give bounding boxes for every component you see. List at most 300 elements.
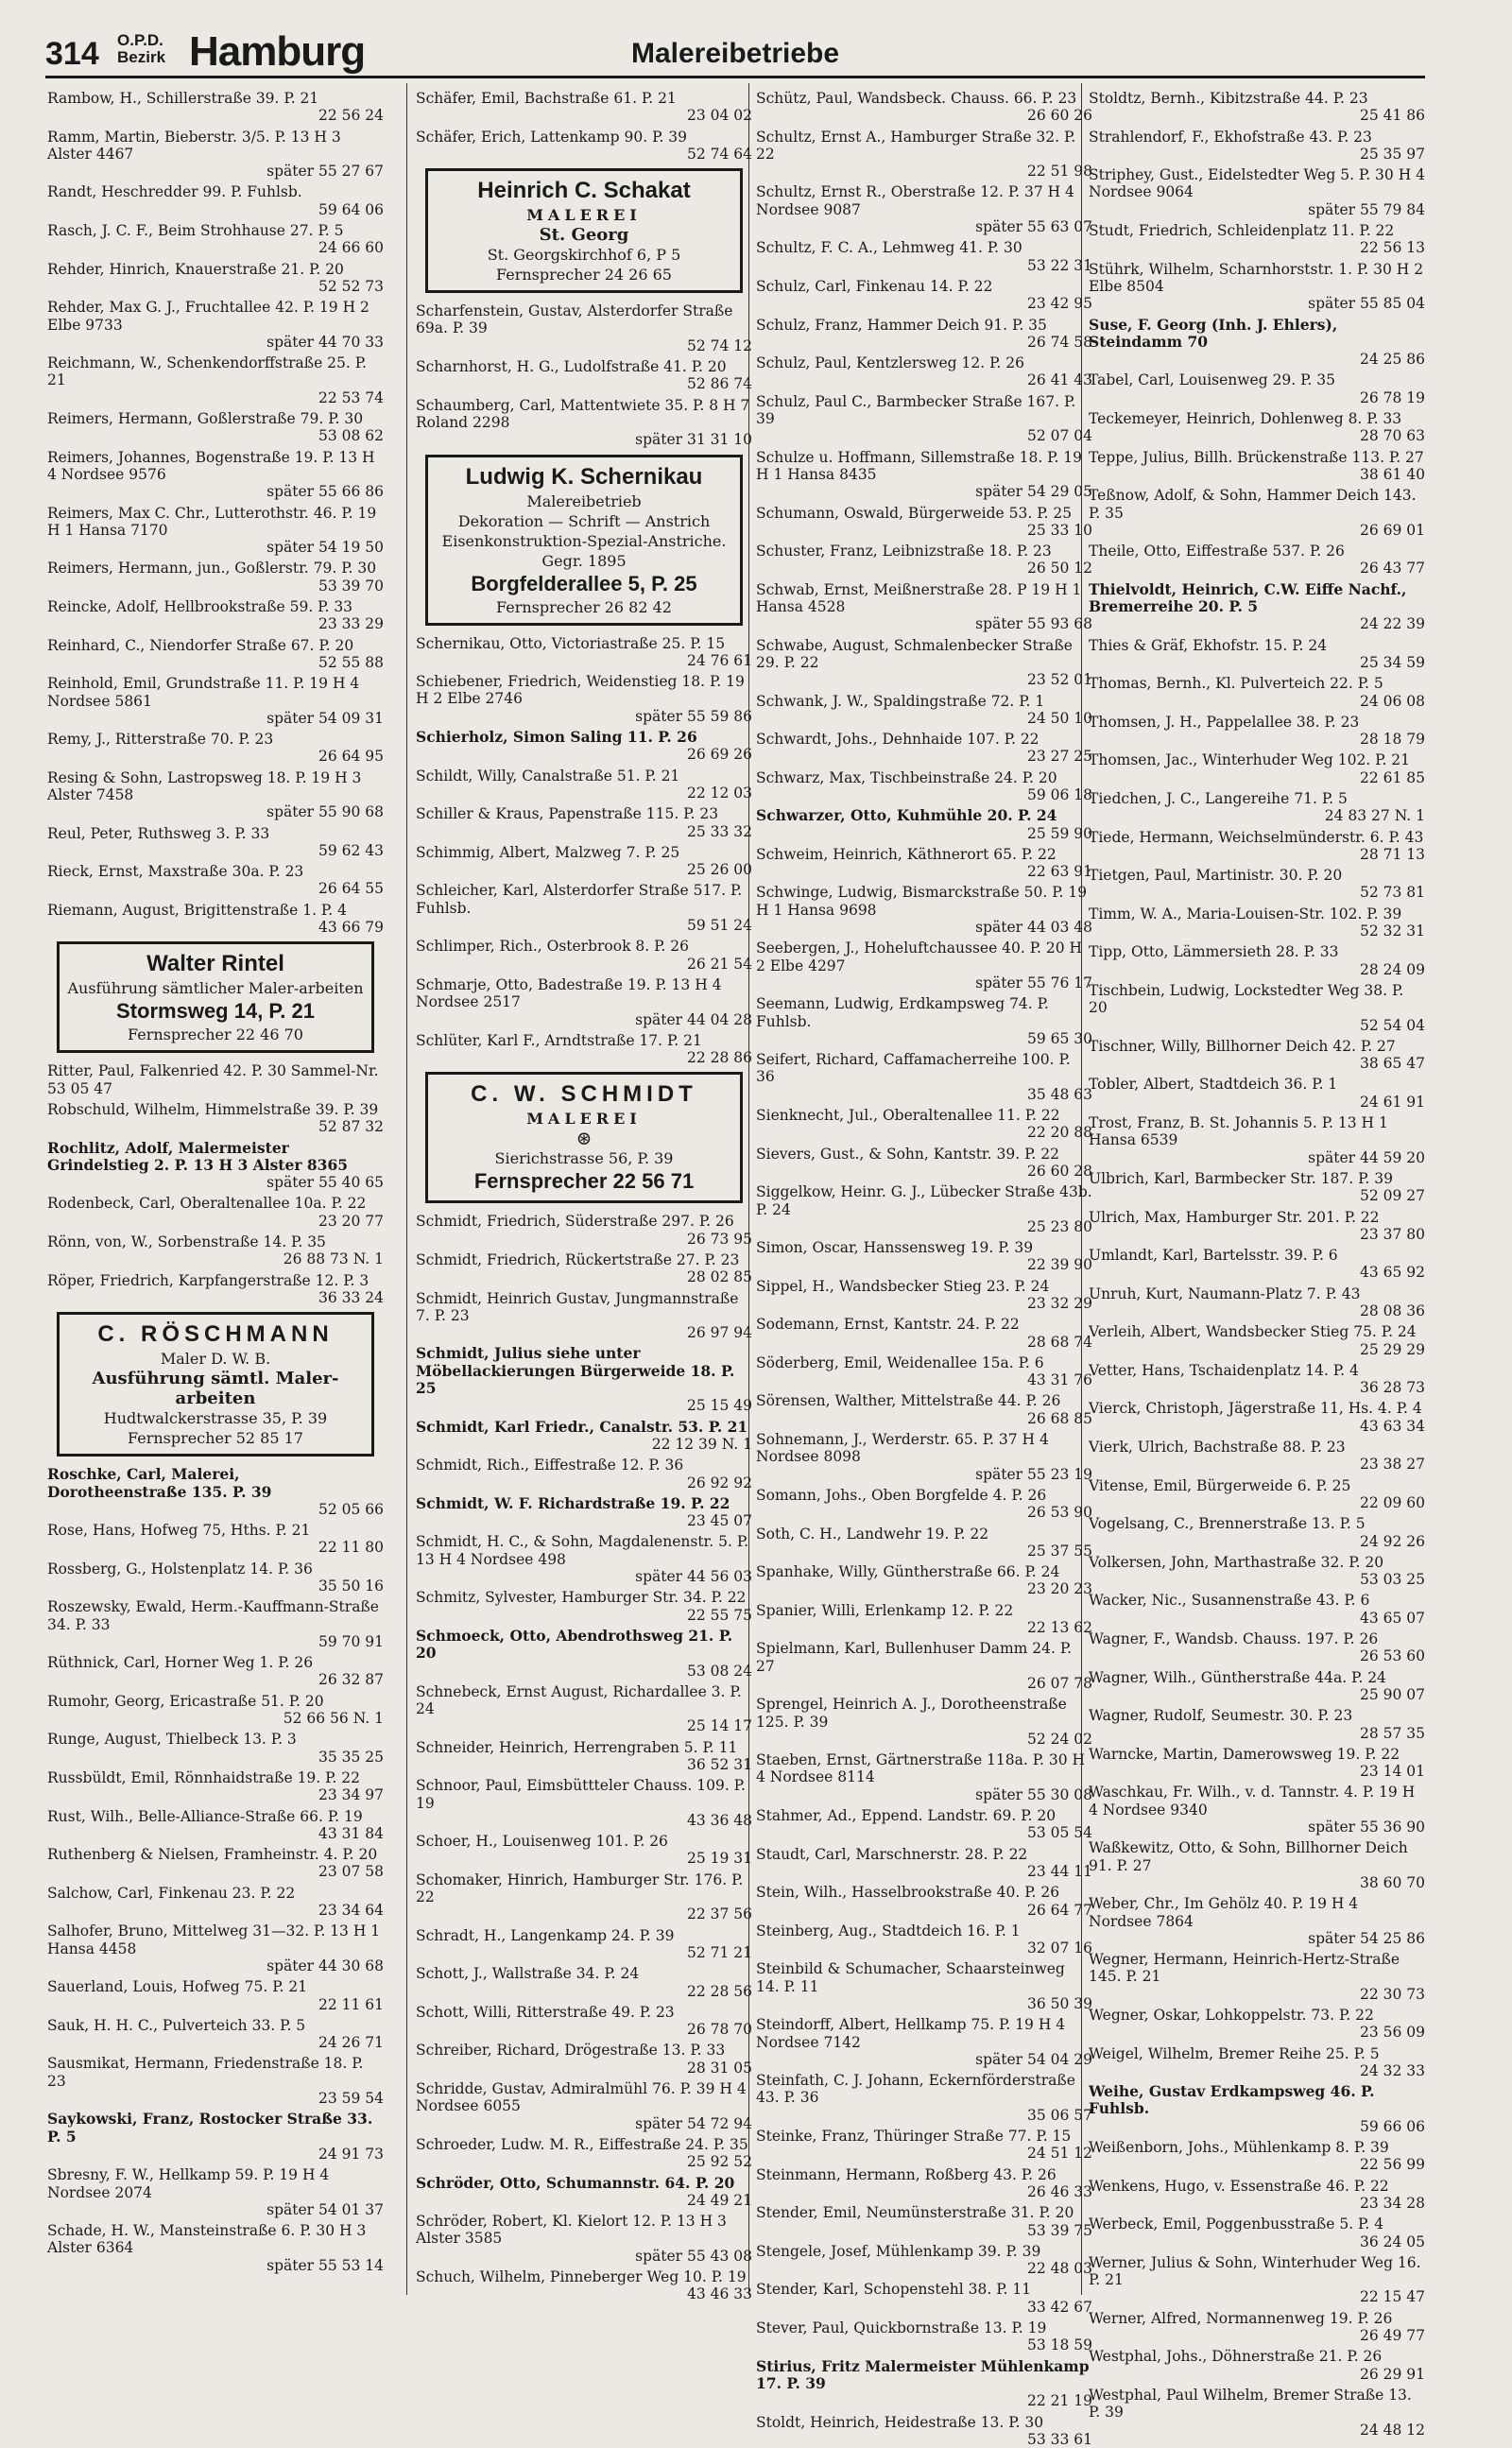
directory-entry [416,397,752,449]
directory-entry [756,1602,1092,1637]
entry-phone: 23 59 54 [318,2090,384,2108]
entry-name: Seifert, Richard, Caffamacherreihe 100. P. 36 [756,1051,1071,1086]
entry-phone: 22 61 85 [1359,768,1425,786]
directory-entry [416,1739,752,1774]
directory-entry [416,2042,752,2077]
ad-line: Maler D. W. B. [160,1350,271,1369]
entry-name: Schuch, Wilhelm, Pinneberger Weg 10. P. 19 [416,2268,747,2286]
directory-entry [416,1927,752,1962]
entry-phone: 59 70 91 [318,1632,384,1650]
entry-name: Schlüter, Karl F., Arndtstraße 17. P. 21 [416,1031,702,1049]
directory-entry [47,261,384,296]
entry-phone: 26 64 77 [1026,1901,1092,1919]
directory-entry [47,1731,384,1766]
entry-phone: 22 21 19 [1026,2392,1092,2410]
entry-name: Trost, Franz, B. St. Johannis 5. P. 13 H 1 Hansa 6539 [1089,1114,1388,1149]
entry-name: Westphal, Johs., Döhnerstraße 21. P. 26 [1089,2348,1383,2366]
directory-entry [756,2243,1092,2278]
entry-phone: 52 66 56 N. 1 [283,1710,384,1728]
ad-line: Malereibetrieb [526,491,642,510]
entry-name: Reimers, Max C. Chr., Lutterothstr. 46. P. 19 H 1 Hansa 7170 [47,504,377,539]
entry-phone: später 55 53 14 [266,2256,384,2274]
entry-name: Schreiber, Richard, Drögestraße 13. P. 33 [416,2042,726,2060]
directory-entry [1089,1669,1425,1704]
directory-entry [756,2016,1092,2068]
entry-phone: 23 07 58 [318,1863,384,1881]
entry-phone: 52 07 04 [1026,427,1092,445]
directory-entry [1089,371,1425,406]
entry-name: Tietgen, Paul, Martinistr. 30. P. 20 [1089,867,1343,885]
entry-phone: 36 50 39 [1026,1994,1092,2012]
entry-phone: 25 59 90 [1026,824,1092,842]
ad-line: Sierichstrasse 56, P. 39 [494,1149,674,1168]
entry-name: Schwank, J. W., Spaldingstraße 72. P. 1 [756,692,1045,710]
directory-entry [756,1846,1092,1881]
entry-name: Röper, Friedrich, Karpfangerstraße 12. P. 3 [47,1271,369,1289]
advertisement-box [425,168,743,293]
entry-phone: 38 65 47 [1359,1055,1425,1073]
directory-entry [416,1589,752,1624]
entry-name: Sausmikat, Hermann, Friedenstraße 18. P. 23 [47,2055,364,2090]
directory-entry [756,940,1092,991]
directory-entry [416,1628,752,1680]
entry-name: Thies & Gräf, Ekhofstr. 15. P. 24 [1089,636,1328,654]
entry-phone: 52 55 88 [318,653,384,671]
entry-phone: 24 48 12 [1359,2421,1425,2439]
advertisement-box [425,455,743,626]
directory-column-4 [1089,90,1426,2439]
directory-entry [1089,1285,1425,1320]
directory-entry [1089,487,1425,539]
directory-entry [416,729,752,764]
entry-name: Schmidt, Rich., Eiffestraße 12. P. 36 [416,1457,684,1474]
directory-entry [756,1107,1092,1142]
directory-entry [756,129,1092,181]
entry-name: Rumohr, Georg, Ericastraße 51. P. 20 [47,1692,324,1710]
entry-phone: 24 25 86 [1359,351,1425,369]
directory-entry [756,239,1092,274]
entry-phone: 24 26 71 [318,2034,384,2052]
ad-line: Hudtwalckerstrasse 35, P. 39 [103,1409,328,1428]
entry-phone: 24 66 60 [318,239,384,257]
entry-name: Reichmann, W., Schenkendorffstraße 25. P. 21 [47,354,367,389]
ad-line: Fernsprecher 24 26 65 [496,266,672,284]
entry-name: Teppe, Julius, Billh. Brückenstraße 113. P. 27 [1089,448,1424,466]
entry-phone: 24 22 39 [1359,615,1425,633]
directory-entry [756,1526,1092,1560]
entry-phone: 26 78 70 [686,2021,752,2039]
directory-entry [756,1278,1092,1313]
entry-name: Schaumberg, Carl, Mattentwiete 35. P. 8 H 7 Roland 2298 [416,396,750,431]
directory-entry [1089,790,1425,825]
directory-entry [756,1487,1092,1522]
entry-phone: später 55 36 90 [1308,1819,1425,1836]
entry-name: Saykowski, Franz, Rostocker Straße 33. P. 5 [47,2110,373,2146]
directory-entry [47,2222,384,2274]
entry-name: Schneider, Heinrich, Herrengraben 5. P. 11 [416,1738,738,1756]
entry-name: Reinhold, Emil, Grundstraße 11. P. 19 H 4 Nordsee 5861 [47,675,360,710]
entry-name: Spanier, Willi, Erlenkamp 12. P. 22 [756,1601,1014,1619]
entry-phone: 53 08 24 [686,1662,752,1680]
entry-name: Teßnow, Adolf, & Sohn, Hammer Deich 143. P. 35 [1089,487,1417,522]
entry-name: Striphey, Gust., Eidelstedter Weg 5. P. 30 H 4 Nordsee 9064 [1089,166,1426,201]
directory-entry [1089,410,1425,445]
entry-name: Thomsen, J. H., Pappelallee 38. P. 23 [1089,713,1360,731]
directory-entry [1089,1170,1425,1205]
entry-phone: 23 44 11 [1026,1862,1092,1880]
directory-entry [1089,90,1425,125]
entry-name: Söderberg, Emil, Weidenallee 15a. P. 6 [756,1353,1044,1371]
directory-entry [47,637,384,672]
directory-entry [416,1345,752,1414]
entry-name: Schröder, Robert, Kl. Kielort 12. P. 13 H 3 Alster 3585 [416,2213,727,2248]
entry-phone: 25 19 31 [686,1850,752,1868]
entry-phone: 25 34 59 [1359,653,1425,671]
entry-phone: 25 26 00 [686,861,752,879]
ad-line: St. Georgskirchhof 6, P 5 [487,246,681,265]
directory-entry [756,2166,1092,2201]
directory-entry [1089,2310,1425,2345]
directory-entry [416,1871,752,1923]
directory-entry [416,1457,752,1491]
entry-phone: 26 88 73 N. 1 [283,1250,384,1268]
entry-name: Stever, Paul, Quickbornstraße 13. P. 19 [756,2319,1047,2337]
directory-entry [756,1239,1092,1274]
entry-name: Salchow, Carl, Finkenau 23. P. 22 [47,1884,296,1902]
entry-name: Wenkens, Hugo, v. Essenstraße 46. P. 22 [1089,2177,1389,2195]
entry-name: Schütz, Paul, Wandsbeck. Chauss. 66. P. 23 [756,90,1077,107]
entry-phone: 53 03 25 [1359,1571,1425,1589]
directory-entry [47,769,384,821]
entry-phone: später 54 19 50 [266,539,384,557]
entry-name: Rossberg, G., Holstenplatz 14. P. 36 [47,1560,313,1577]
directory-entry [1089,2215,1425,2250]
directory-entry [416,1213,752,1248]
entry-phone: 23 04 02 [686,107,752,125]
entry-name: Schildt, Willy, Canalstraße 51. P. 21 [416,767,680,784]
entry-phone: 52 09 27 [1359,1187,1425,1205]
entry-phone: später 55 23 19 [975,1465,1092,1483]
directory-entry [1089,2387,1425,2439]
entry-phone: 43 63 34 [1359,1417,1425,1435]
entry-name: Weihe, Gustav Erdkampsweg 46. P. Fuhlsb. [1089,2082,1375,2118]
entry-phone: 22 12 03 [686,784,752,802]
entry-phone: 23 27 25 [1026,748,1092,766]
directory-entry [416,1290,752,1342]
directory-entry [756,1960,1092,2012]
entry-name: Schmidt, H. C., & Sohn, Magdalenenstr. 5. P. 13 H 4 Nordsee 498 [416,1533,749,1568]
entry-phone: 22 63 91 [1026,863,1092,881]
entry-name: Strahlendorf, F., Ekhofstraße 43. P. 23 [1089,128,1372,146]
directory-entry [1089,637,1425,672]
entry-phone: 28 71 13 [1359,845,1425,863]
ad-line: Heinrich C. Schakat [477,178,691,204]
entry-name: Waschkau, Fr. Wilh., v. d. Tannstr. 4. P. 19 H 4 Nordsee 9340 [1089,1784,1416,1819]
directory-entry [756,2128,1092,2163]
directory-entry [756,2281,1092,2316]
entry-phone: 32 07 16 [1026,1939,1092,1957]
entry-name: Schmidt, Friedrich, Rückertstraße 27. P. 23 [416,1250,740,1268]
entry-name: Sohnemann, J., Werderstr. 65. P. 37 H 4 Nordsee 8098 [756,1431,1049,1466]
entry-name: Schäfer, Emil, Bachstraße 61. P. 21 [416,90,677,107]
entry-phone: 25 33 32 [686,822,752,840]
directory-entry [47,410,384,445]
entry-name: Riemann, August, Brigittenstraße 1. P. 4 [47,901,347,919]
entry-phone: 43 66 79 [318,919,384,937]
entry-phone: 22 09 60 [1359,1493,1425,1511]
entry-name: Schultz, Ernst R., Oberstraße 12. P. 37 H 4 Nordsee 9087 [756,183,1074,218]
entry-name: Schroeder, Ludw. M. R., Eiffestraße 24. P. 35 [416,2135,748,2153]
entry-name: Schimmig, Albert, Malzweg 7. P. 25 [416,843,680,861]
entry-name: Tiedchen, J. C., Langereihe 71. P. 5 [1089,789,1348,807]
advertisement-box [425,1072,743,1203]
entry-name: Schnoor, Paul, Eimsbüttteler Chauss. 109. P. 19 [416,1777,746,1812]
entry-name: Waßkewitz, Otto, & Sohn, Billhorner Deich 91. P. 27 [1089,1839,1408,1874]
entry-name: Sievers, Gust., & Sohn, Kantstr. 39. P. 22 [756,1145,1059,1163]
entry-name: Scharfenstein, Gustav, Alsterdorfer Straße 69a. P. 39 [416,302,733,337]
entry-name: Tischner, Willy, Billhorner Deich 42. P. 27 [1089,1037,1396,1055]
entry-name: Schmidt, Friedrich, Süderstraße 297. P. 26 [416,1213,734,1231]
entry-name: Thielvoldt, Heinrich, C.W. Eiffe Nachf., Bremerreihe 20. P. 5 [1089,579,1407,616]
ad-line: Fernsprecher 22 46 70 [128,1026,303,1044]
directory-entry [416,358,752,393]
directory-entry [756,2204,1092,2239]
directory-entry [1089,2254,1425,2306]
entry-name: Theile, Otto, Eiffestraße 537. P. 26 [1089,543,1345,560]
directory-entry [47,1522,384,1557]
entry-name: Soth, C. H., Landwehr 19. P. 22 [756,1525,989,1543]
directory-entry [756,317,1092,352]
directory-entry [416,1533,752,1585]
directory-entry [47,183,384,218]
entry-phone: 23 42 95 [1026,295,1092,313]
entry-name: Salhofer, Bruno, Mittelweg 31—32. P. 13 H 1 Hansa 4458 [47,1922,381,1957]
directory-entry [1089,1477,1425,1512]
directory-entry [1089,1247,1425,1282]
directory-entry [1089,1554,1425,1589]
directory-entry [47,1272,384,1307]
ad-line: Borgfelderallee 5, P. 25 [471,571,697,595]
entry-phone: 24 61 91 [1359,1093,1425,1111]
directory-entry [1089,1362,1425,1397]
entry-phone: 52 32 31 [1359,922,1425,940]
entry-phone: 23 14 01 [1359,1763,1425,1781]
entry-phone: 25 29 29 [1359,1340,1425,1358]
advertisement-box [57,941,374,1053]
entry-phone: 22 48 03 [1026,2260,1092,2278]
entry-name: Sbresny, F. W., Hellkamp 59. P. 19 H 4 Nordsee 2074 [47,2166,330,2201]
entry-phone: 24 06 08 [1359,692,1425,710]
entry-name: Schultz, F. C. A., Lehmweg 41. P. 30 [756,239,1022,257]
entry-name: Werner, Alfred, Normannenweg 19. P. 26 [1089,2309,1393,2327]
entry-phone: 59 62 43 [318,841,384,859]
entry-name: Seebergen, J., Hoheluftchaussee 40. P. 20 H 2 Elbe 4297 [756,940,1083,974]
entry-name: Schweim, Heinrich, Käthnerort 65. P. 22 [756,845,1057,863]
entry-phone: 23 37 80 [1359,1225,1425,1243]
directory-entry [1089,581,1425,633]
entry-phone: später 54 01 37 [266,2200,384,2218]
directory-entry [1089,2348,1425,2383]
directory-entry [416,635,752,670]
directory-entry [1089,2139,1425,2174]
entry-name: Reimers, Hermann, jun., Goßlerstr. 79. P. 30 [47,560,377,578]
entry-name: Wegner, Oskar, Lohkoppelstr. 73. P. 22 [1089,2006,1374,2024]
directory-entry [47,1885,384,1920]
entry-phone: 26 53 60 [1359,1647,1425,1665]
directory-entry [756,884,1092,936]
entry-phone: 26 49 77 [1359,2327,1425,2345]
directory-entry [756,769,1092,804]
directory-entry [756,1640,1092,1692]
entry-name: Rüthnick, Carl, Horner Weg 1. P. 26 [47,1654,314,1672]
directory-entry [1089,449,1425,484]
entry-name: Wagner, Rudolf, Seumestr. 30. P. 23 [1089,1707,1353,1725]
directory-entry [756,1922,1092,1957]
entry-name: Stoldtz, Bernh., Kibitzstraße 44. P. 23 [1089,90,1368,107]
entry-phone: später 55 27 67 [266,163,384,181]
entry-phone: 26 50 12 [1026,560,1092,578]
entry-phone: 24 83 27 N. 1 [1324,807,1425,825]
entry-name: Schiebener, Friedrich, Weidenstieg 18. P. 19 H 2 Elbe 2746 [416,673,745,708]
entry-phone: 52 86 74 [686,375,752,393]
ad-line: Dekoration — Schrift — Anstrich [457,511,711,530]
entry-name: Stührk, Wilhelm, Scharnhorststr. 1. P. 30 H 2 Elbe 8504 [1089,260,1424,295]
directory-entry [756,183,1092,235]
entry-name: Schmidt, Julius siehe unter Möbellackierungen Bürgerweide 18. P. 25 [416,1344,735,1398]
directory-entry [416,2136,752,2171]
entry-phone: 22 55 75 [686,1606,752,1624]
entry-phone: später 55 66 86 [266,483,384,501]
entry-name: Steinke, Franz, Thüringer Straße 77. P. 15 [756,2128,1072,2146]
entry-name: Rönn, von, W., Sorbenstraße 14. P. 35 [47,1233,326,1251]
directory-entry [416,129,752,164]
entry-phone: später 44 30 68 [266,1957,384,1974]
entry-name: Studt, Friedrich, Schleidenplatz 11. P. 22 [1089,222,1395,240]
entry-phone: 24 49 21 [686,2191,752,2209]
directory-entry [47,2111,384,2163]
ad-line: Fernsprecher 52 85 17 [128,1429,303,1448]
entry-phone: 22 30 73 [1359,1985,1425,2003]
entry-name: Schmidt, Karl Friedr., Canalstr. 53. P. 21 [416,1417,748,1436]
entry-name: Remy, J., Ritterstraße 70. P. 23 [47,731,274,749]
directory-entry [416,2080,752,2132]
entry-phone: 25 15 49 [686,1397,752,1415]
directory-entry [1089,317,1425,369]
entry-phone: 22 53 74 [318,388,384,406]
entry-phone: 23 20 77 [318,1212,384,1230]
page-header [45,28,1425,78]
entry-phone: 22 15 47 [1359,2288,1425,2306]
entry-phone: 23 52 01 [1026,671,1092,689]
entry-phone: später 55 59 86 [635,707,752,725]
entry-phone: 23 34 28 [1359,2194,1425,2212]
entry-phone: 23 56 09 [1359,2024,1425,2042]
entry-name: Rieck, Ernst, Maxstraße 30a. P. 23 [47,863,304,881]
directory-column-3 [756,90,1092,2448]
entry-phone: 24 76 61 [686,651,752,669]
entry-phone: 36 28 73 [1359,1379,1425,1397]
entry-phone: 22 20 88 [1026,1124,1092,1142]
directory-entry [1089,1323,1425,1358]
entry-name: Rodenbeck, Carl, Oberaltenallee 10a. P. 22 [47,1195,367,1213]
ad-line: Eisenkonstruktion-Spezial-Anstriche. Gegr. 1895 [441,531,727,570]
entry-phone: 23 20 23 [1026,1580,1092,1598]
entry-name: Verleih, Albert, Wandsbecker Stieg 75. P. 24 [1089,1323,1417,1341]
directory-entry [416,1419,752,1454]
entry-phone: 36 24 05 [1359,2233,1425,2250]
entry-name: Thomas, Bernh., Kl. Pulverteich 22. P. 5 [1089,675,1383,693]
entry-phone: 23 45 07 [686,1512,752,1530]
entry-name: Resing & Sohn, Lastropsweg 18. P. 19 H 3 Alster 7458 [47,768,362,803]
ad-line: Fernsprecher 26 82 42 [496,597,672,616]
entry-name: Vierk, Ulrich, Bachstraße 88. P. 23 [1089,1439,1346,1457]
entry-name: Spielmann, Karl, Bullenhuser Damm 24. P. 27 [756,1640,1073,1675]
entry-phone: 28 24 09 [1359,960,1425,978]
entry-phone: 53 08 62 [318,427,384,445]
entry-name: Sippel, H., Wandsbecker Stieg 23. P. 24 [756,1277,1050,1295]
directory-entry [47,675,384,727]
directory-entry [1089,2045,1425,2080]
entry-phone: 23 38 27 [1359,1456,1425,1474]
entry-phone: 53 18 59 [1026,2336,1092,2354]
entry-phone: 25 90 07 [1359,1685,1425,1703]
entry-phone: später 55 43 08 [635,2247,752,2265]
entry-name: Rust, Wilh., Belle-Alliance-Straße 66. P. 19 [47,1807,363,1825]
entry-phone: 43 31 76 [1026,1371,1092,1389]
entry-phone: 26 68 85 [1026,1409,1092,1427]
directory-entry [416,1032,752,1067]
entry-name: Schleicher, Karl, Alsterdorfer Straße 517. P. Fuhlsb. [416,882,743,917]
directory-entry [47,354,384,406]
directory-entry [1089,675,1425,710]
entry-name: Ulbrich, Karl, Barmbecker Str. 187. P. 39 [1089,1169,1393,1187]
directory-entry [1089,543,1425,578]
entry-name: Roschke, Carl, Malerei, Dorotheenstraße 135. P. 39 [47,1465,272,1501]
entry-phone: 53 39 70 [318,577,384,595]
directory-entry [47,1195,384,1230]
entry-phone: 28 57 35 [1359,1724,1425,1742]
entry-phone: 26 78 19 [1359,388,1425,406]
directory-entry [416,2268,752,2303]
entry-phone: 52 87 32 [318,1118,384,1136]
entry-phone: später 54 09 31 [266,709,384,727]
entry-phone: 26 29 91 [1359,2365,1425,2383]
entry-name: Stahmer, Ad., Eppend. Landstr. 69. P. 20 [756,1807,1057,1825]
directory-entry [1089,222,1425,257]
entry-phone: 22 51 98 [1026,163,1092,181]
directory-entry [1089,166,1425,218]
directory-entry [756,1696,1092,1748]
entry-phone: 35 48 63 [1026,1085,1092,1103]
entry-name: Spanhake, Willy, Güntherstraße 66. P. 24 [756,1563,1060,1581]
entry-phone: 28 08 36 [1359,1302,1425,1319]
entry-name: Stender, Emil, Neumünsterstraße 31. P. 20 [756,2204,1074,2222]
directory-entry [47,1693,384,1728]
directory-entry [1089,943,1425,978]
directory-entry [1089,1209,1425,1244]
directory-entry [1089,1746,1425,1781]
entry-phone: 22 56 24 [318,107,384,125]
entry-phone: 52 73 81 [1359,884,1425,902]
entry-name: Schultz, Ernst A., Hamburger Straße 32. P. 22 [756,128,1076,163]
entry-name: Reinhard, C., Niendorfer Straße 67. P. 20 [47,636,354,654]
entry-name: Robschuld, Wilhelm, Himmelstraße 39. P. 39 [47,1100,379,1118]
directory-entry [47,90,384,125]
entry-name: Schmidt, W. F. Richardstraße 19. P. 22 [416,1493,730,1512]
directory-entry [47,1808,384,1843]
entry-phone: 59 65 30 [1026,1029,1092,1047]
entry-phone: 22 28 86 [686,1049,752,1067]
